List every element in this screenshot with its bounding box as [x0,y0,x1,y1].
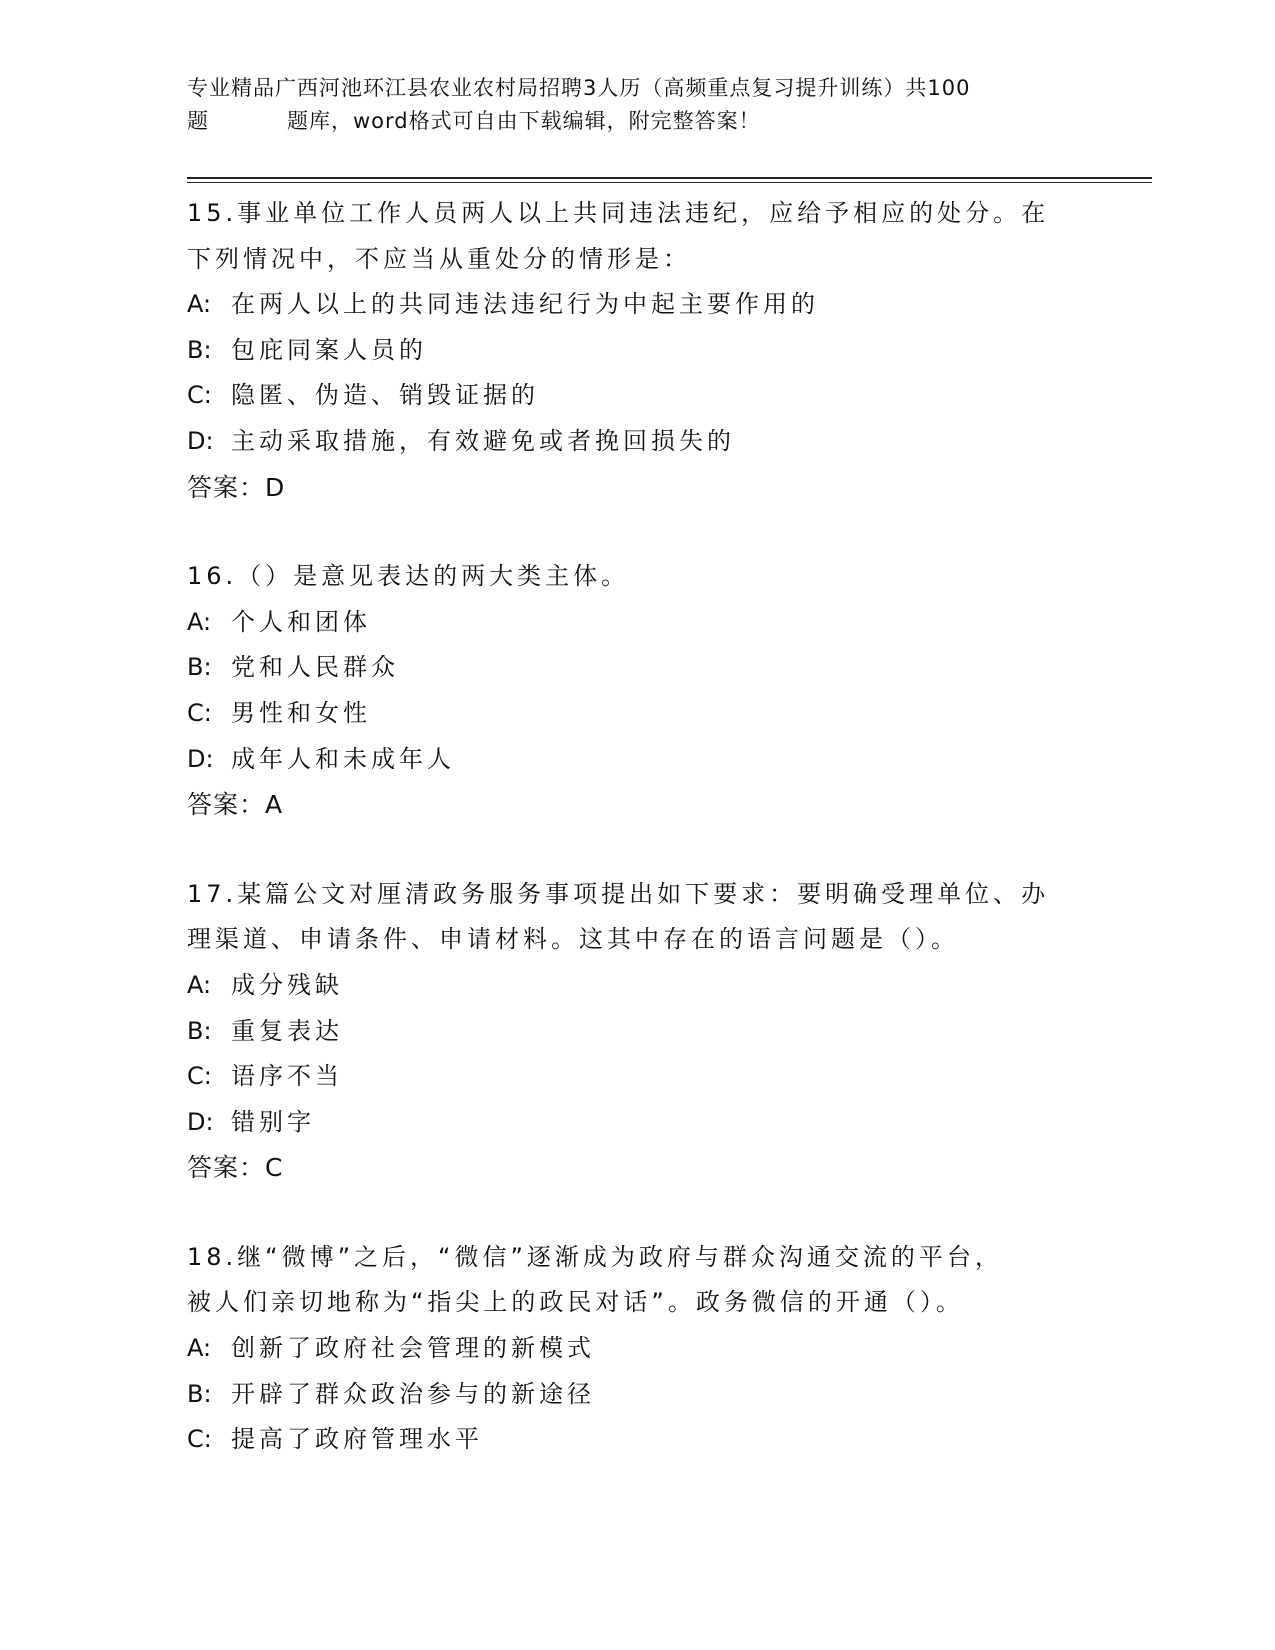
answer-line: 答案：D [187,472,286,502]
option-text: 隐匿、伪造、销毁证据的 [231,381,539,410]
question-stem-line: 16.（）是意见表达的两大类主体。 [187,562,630,591]
option-b [187,1009,1087,1055]
option-text: 创新了政府社会管理的新模式 [231,1334,595,1363]
option-text: 包庇同案人员的 [231,335,427,364]
option-key: B: [187,1379,212,1408]
document-header [187,72,1087,138]
question-stem-line: 18.继“微博”之后，“微信”逐渐成为政府与群众沟通交流的平台， [187,1242,1003,1271]
option-a [187,1326,1087,1372]
option-key: B: [187,653,212,682]
option-key: C: [187,1062,212,1091]
option-text: 主动采取措施，有效避免或者挽回损失的 [231,426,735,455]
option-key: D: [187,426,214,455]
option-a [187,963,1087,1009]
option-text: 男性和女性 [231,698,371,727]
option-key: A: [187,970,212,999]
option-b [187,1372,1087,1418]
option-text: 开辟了群众政治参与的新途径 [231,1379,595,1408]
header-line-2-left: 题 [187,109,209,133]
question-stem-line: 17.某篇公文对厘清政务服务事项提出如下要求：要明确受理单位、办 [187,879,1050,908]
option-c [187,1054,1087,1100]
header-line-2 [187,105,1087,138]
question-16 [187,554,1087,828]
question-18 [187,1235,1087,1463]
option-key: C: [187,698,212,727]
question-list [187,191,1087,1507]
option-text: 个人和团体 [231,607,371,636]
option-d [187,419,1087,465]
header-rule-thick [187,177,1152,179]
header-line-2-right: 题库，word格式可自由下载编辑，附完整答案！ [287,109,761,133]
option-c [187,1417,1087,1463]
answer-line: 答案：A [187,790,284,820]
option-b [187,645,1087,691]
option-key: B: [187,335,212,364]
option-text: 成分残缺 [231,970,343,999]
option-c [187,691,1087,737]
answer-line: 答案：C [187,1153,284,1183]
header-gap [209,105,287,138]
option-key: D: [187,744,214,773]
option-key: A: [187,1334,212,1363]
option-key: C: [187,381,212,410]
option-a [187,282,1087,328]
option-key: A: [187,607,212,636]
option-text: 成年人和未成年人 [231,744,455,773]
question-stem-line: 被人们亲切地称为“指尖上的政民对话”。政务微信的开通（）。 [187,1288,964,1317]
question-17 [187,872,1087,1191]
question-15 [187,191,1087,510]
header-line-1: 专业精品广西河池环江县农业农村局招聘3人历（高频重点复习提升训练）共100 [187,76,971,100]
option-text: 提高了政府管理水平 [231,1425,483,1454]
option-b [187,328,1087,374]
option-text: 在两人以上的共同违法违纪行为中起主要作用的 [231,290,819,319]
option-c [187,373,1087,419]
option-key: A: [187,290,212,319]
option-text: 错别字 [231,1107,315,1136]
option-key: C: [187,1425,212,1454]
question-stem-line: 下列情况中，不应当从重处分的情形是： [187,244,691,273]
option-a [187,600,1087,646]
option-key: D: [187,1107,214,1136]
question-stem-line: 15.事业单位工作人员两人以上共同违法违纪，应给予相应的处分。在 [187,199,1050,227]
option-key: B: [187,1016,212,1045]
header-rule-thin [187,182,1152,183]
option-d [187,1100,1087,1146]
option-d [187,737,1087,783]
question-stem-line: 理渠道、申请条件、申请材料。这其中存在的语言问题是（）。 [187,925,959,954]
option-text: 重复表达 [231,1016,343,1045]
option-text: 语序不当 [231,1062,343,1091]
option-text: 党和人民群众 [231,653,399,682]
